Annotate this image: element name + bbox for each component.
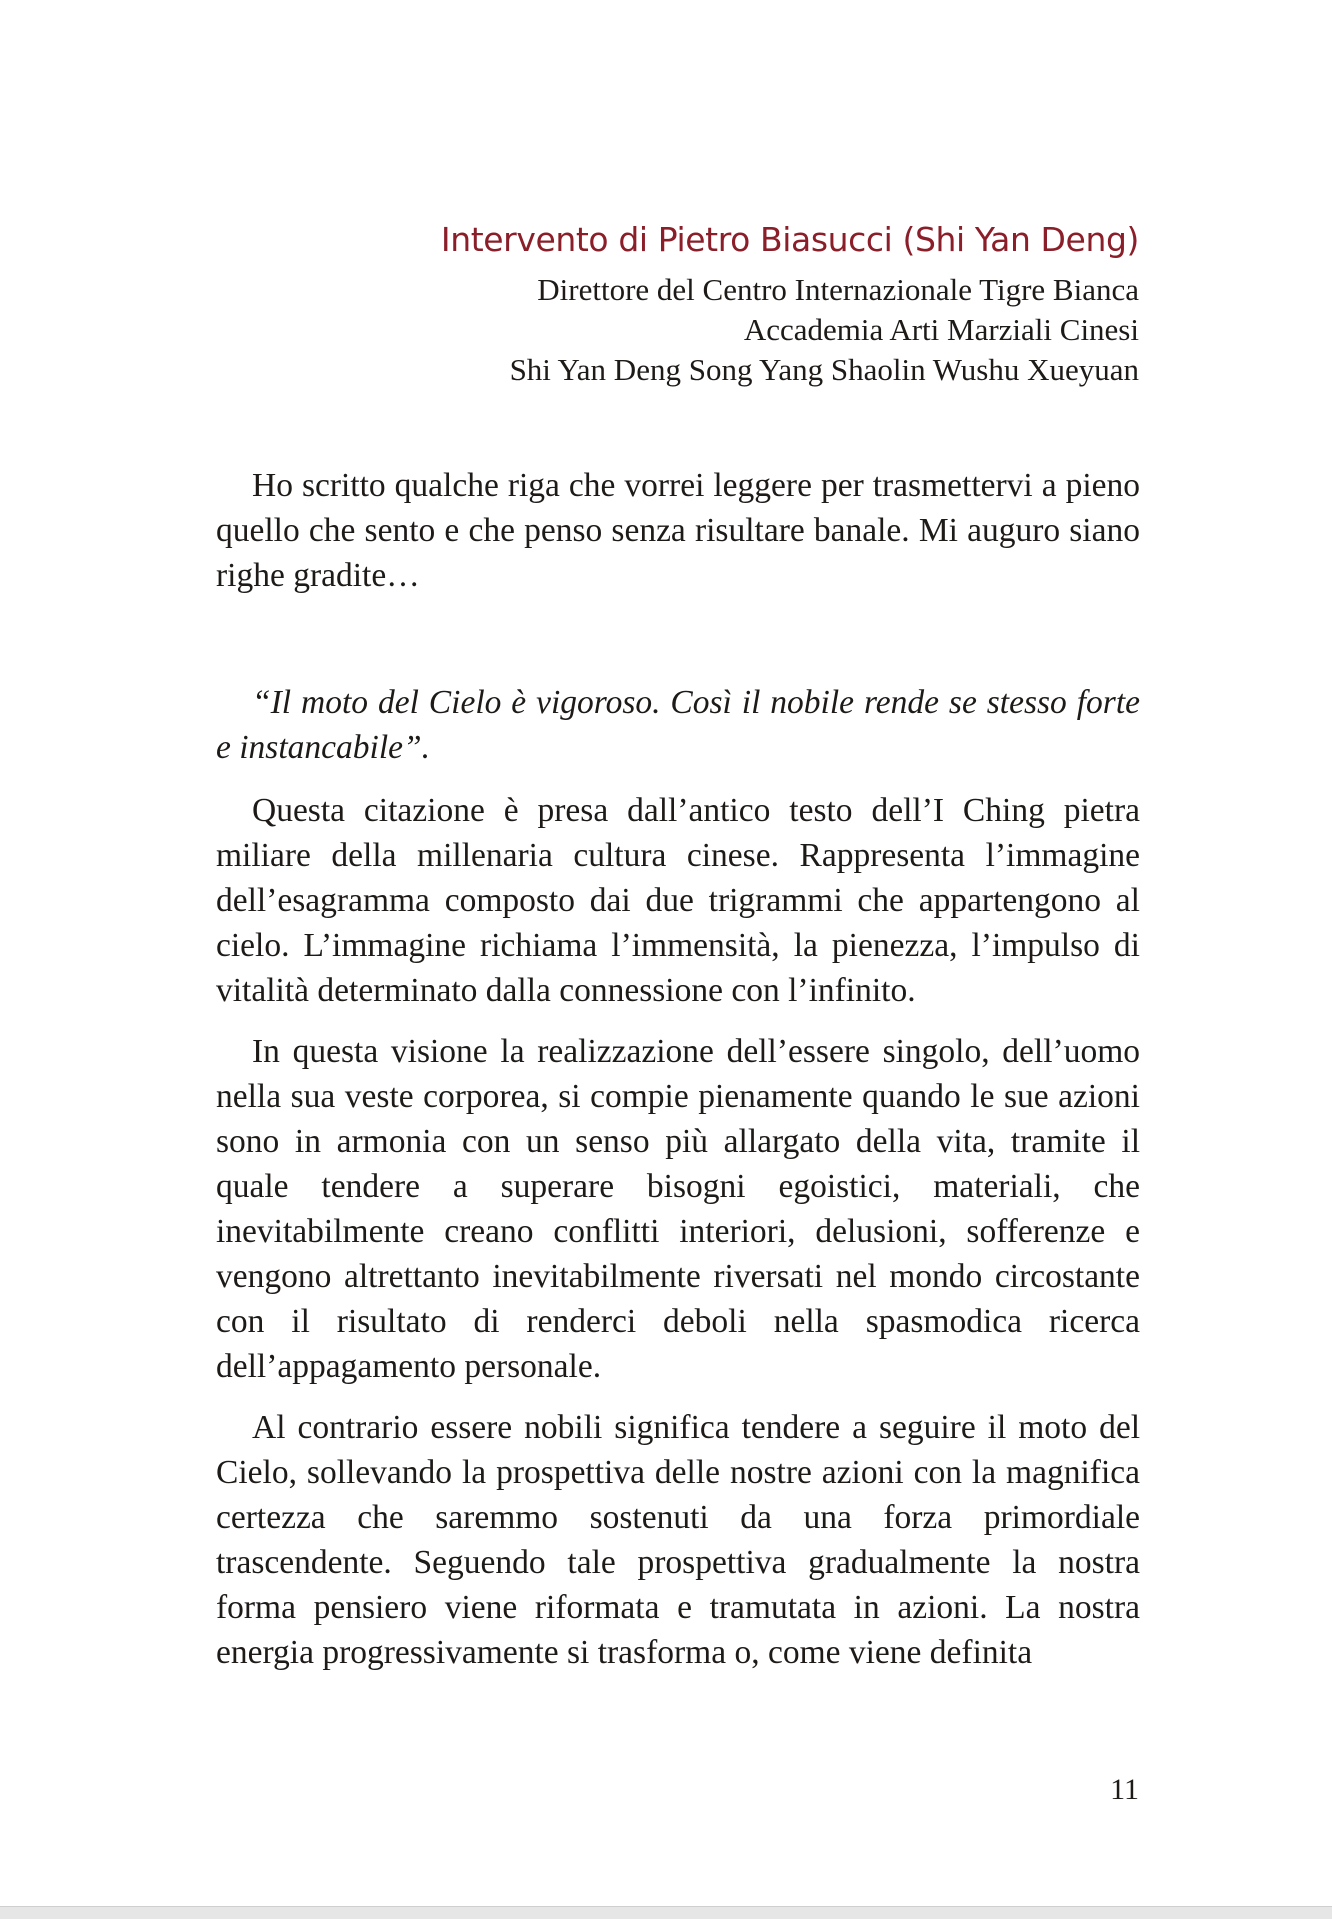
intro-paragraph-block [216,463,1140,598]
i-ching-quote: “Il moto del Cielo è vigoroso. Così il nobile rende se stesso forte e instancabile”. [216,684,1140,766]
page-number: 11 [1110,1773,1139,1806]
quote-block [216,680,1140,770]
author-affiliation-line: Accademia Arti Marziali Cinesi [743,312,1139,347]
body-paragraph: In questa visione la realizzazione dell’essere singolo, dell’uomo nella sua veste corporea, si compie pienamente quando le sue azioni sono in armonia con un senso più allargato della vita, tramite il quale tendere a superare bisogni egoistici, materiali, che inevitabilmente creano conflitti interiori, delusioni, sofferenze e vengono altrettanto inevitabilmente riversati nel mondo circostante con il risultato di renderci deboli nella spasmodica ricerca dell’appagamento personale. [216,1033,1140,1385]
main-text-block [216,788,1140,1675]
chapter-title: Intervento di Pietro Biasucci (Shi Yan Deng) [440,220,1139,259]
author-school-line: Shi Yan Deng Song Yang Shaolin Wushu Xueyuan [509,352,1139,387]
body-paragraph: Questa citazione è presa dall’antico testo dell’I Ching pietra miliare della millenaria cultura cinese. Rappresenta l’immagine dell’esagramma composto dai due trigrammi che appartengono al cielo. L’immagine richiama l’immensità, la pienezza, l’impulso di vitalità determinato dalla connessione con l’infinito. [216,792,1140,1009]
page-bottom-edge [0,1906,1332,1919]
chapter-header [441,218,1139,390]
body-paragraph: Al contrario essere nobili significa tendere a seguire il moto del Cielo, sollevando la prospettiva delle nostre azioni con la magnifica certezza che saremmo sostenuti da una forza primordiale trascendente. Seguendo tale prospettiva gradualmente la nostra forma pensiero viene riformata e tramutata in azioni. La nostra energia progressivamente si trasforma o, come viene definita [216,1409,1140,1671]
intro-paragraph: Ho scritto qualche riga che vorrei leggere per trasmettervi a pieno quello che sento e che penso senza risultare banale. Mi auguro siano righe gradite… [216,467,1140,594]
author-role-line: Direttore del Centro Internazionale Tigre Bianca [537,272,1139,307]
